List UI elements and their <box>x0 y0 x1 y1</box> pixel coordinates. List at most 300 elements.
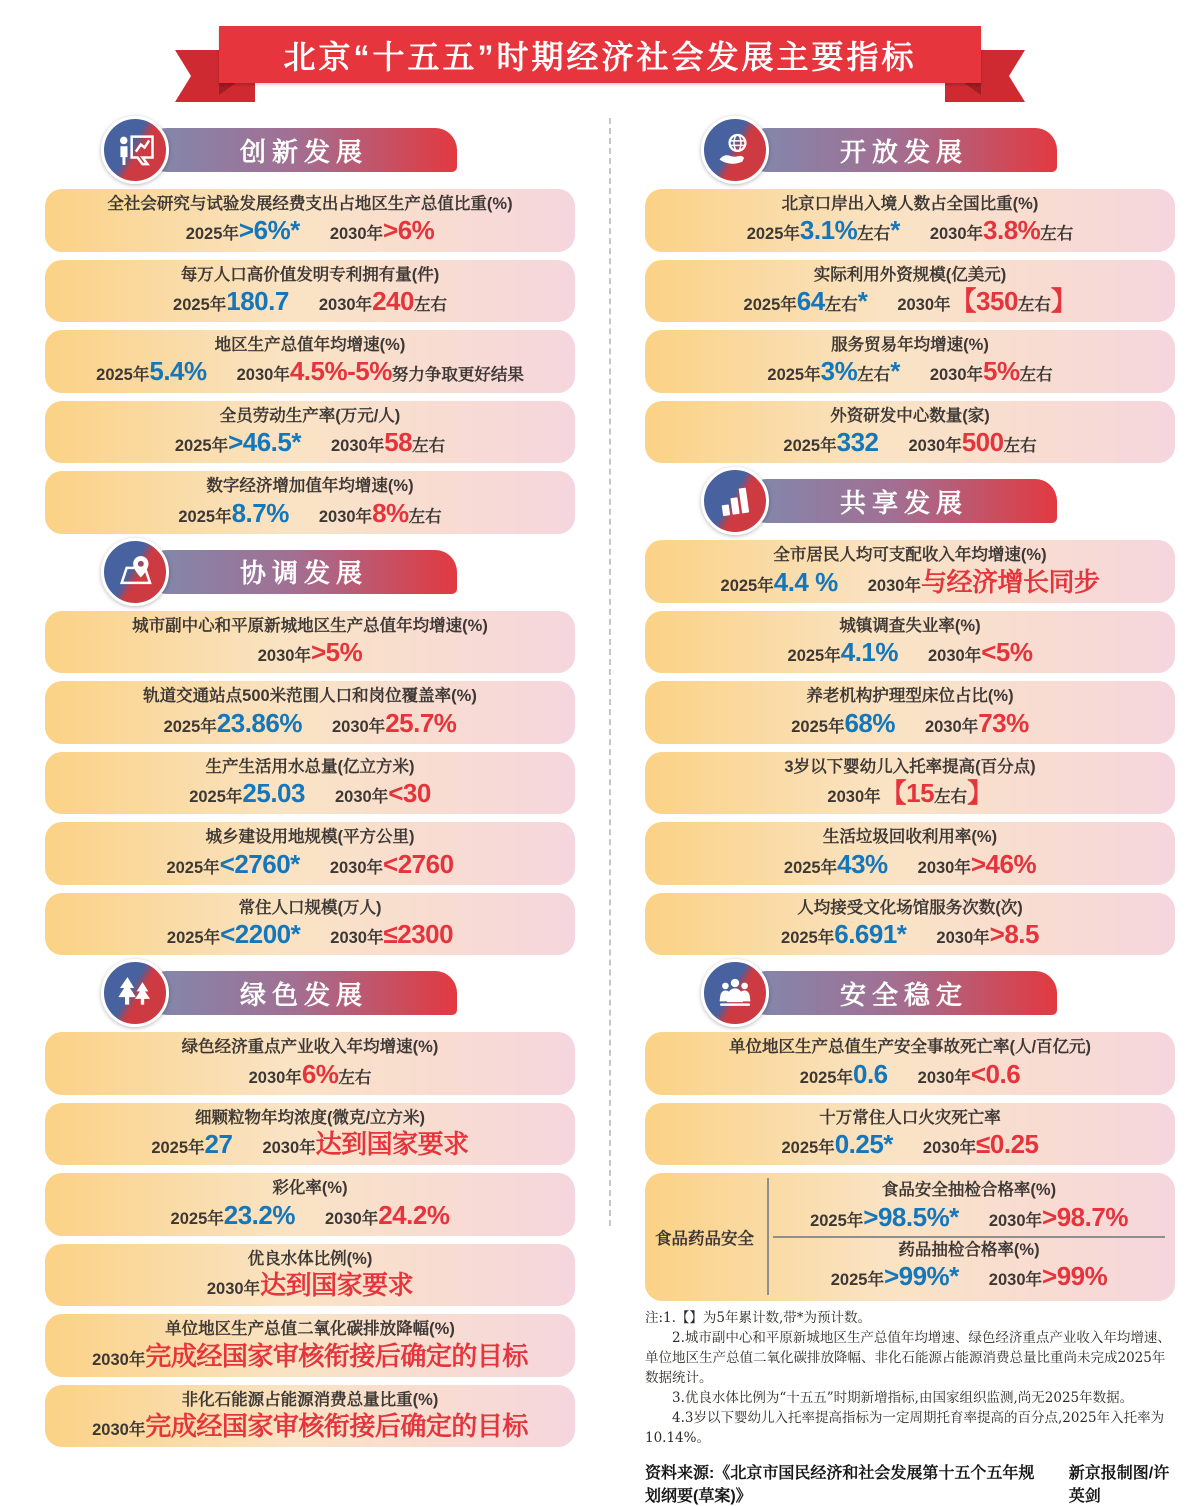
value-2030-suffix: 左右 <box>408 507 442 526</box>
indicator-card-list <box>45 189 575 534</box>
indicator-values <box>655 568 1165 596</box>
presentation-chart-icon <box>101 116 169 184</box>
indicator-label: 每万人口高价值发明专利拥有量(件) <box>180 265 440 284</box>
value-2030: 【350 <box>950 285 1018 316</box>
value-2030: 58 <box>384 426 413 457</box>
indicator-card-list <box>45 611 575 956</box>
indicator-label: 全社会研究与试验发展经费支出占地区生产总值比重(%) <box>107 195 513 213</box>
target-2030 <box>918 850 1036 878</box>
year-2030-prefix: 2030年 <box>262 1139 316 1158</box>
value-2030: 24.2% <box>378 1199 450 1230</box>
value-2025-asterisk: * <box>857 285 868 316</box>
year-2030-prefix: 2030年 <box>908 436 962 455</box>
target-2030 <box>827 779 992 807</box>
value-2030-bracket: 】 <box>1050 285 1077 316</box>
value-2030-suffix: 左右 <box>934 788 968 807</box>
target-2030 <box>330 850 454 878</box>
indicator-label: 实际利用外资规模(亿美元) <box>813 265 1007 284</box>
value-2030: ≤0.25 <box>976 1129 1039 1160</box>
title-ribbon <box>175 26 1025 104</box>
section-innovation <box>45 120 575 534</box>
indicator-label: 城市副中心和平原新城地区生产总值年均增速(%) <box>132 616 488 635</box>
target-2030 <box>909 428 1037 456</box>
value-2030-suffix: 左右 <box>338 1068 372 1087</box>
people-group-icon <box>701 959 769 1027</box>
value-2030-suffix: 左右 <box>412 436 446 455</box>
indicator-card <box>45 1173 575 1236</box>
value-2030: 与经济增长同步 <box>920 566 1100 597</box>
indicator-card <box>645 540 1175 603</box>
indicator-card <box>45 611 575 674</box>
value-2025: 25.03 <box>242 778 305 809</box>
target-2025 <box>167 920 300 948</box>
indicator-values <box>55 428 565 456</box>
year-2025-prefix: 2025年 <box>163 717 217 736</box>
indicator-card <box>45 1385 575 1448</box>
year-2030-prefix: 2030年 <box>329 225 384 244</box>
food-safety-row <box>773 1178 1165 1238</box>
value-2030: 完成经国家审核衔接后确定的目标 <box>145 1340 528 1371</box>
year-2025-prefix: 2025年 <box>170 1209 224 1228</box>
year-2025-prefix: 2025年 <box>96 366 150 385</box>
year-2030-prefix: 2030年 <box>827 788 881 807</box>
section-header-openness <box>645 120 1175 180</box>
year-2030-prefix: 2030年 <box>325 1209 379 1228</box>
indicator-label: 人均接受文化场馆服务次数(次) <box>797 898 1023 917</box>
year-2030-prefix: 2030年 <box>922 1139 977 1158</box>
target-2030 <box>918 1060 1021 1088</box>
year-2025-prefix: 2025年 <box>781 1139 835 1158</box>
indicator-values <box>55 709 565 737</box>
indicator-values <box>655 287 1165 315</box>
value-2030: <0.6 <box>970 1058 1021 1089</box>
indicator-card <box>645 330 1175 393</box>
target-2030 <box>332 709 456 737</box>
hand-globe-icon <box>701 116 769 184</box>
indicator-values <box>773 1262 1165 1290</box>
food-drug-safety-card <box>645 1173 1175 1301</box>
target-2030 <box>331 428 445 456</box>
target-2030: 2030年>99% <box>988 1261 1108 1292</box>
indicator-card <box>45 1032 575 1095</box>
footnote-3: 3.优良水体比例为“十五五”时期新增指标,由国家组织监测,尚无2025年数据。 <box>672 1390 1134 1407</box>
value-2025: 0.25* <box>834 1129 893 1160</box>
year-2030-prefix: 2030年 <box>318 507 373 526</box>
value-2030: 25.7% <box>385 707 457 738</box>
target-2030 <box>319 287 447 315</box>
indicator-values <box>655 216 1165 244</box>
target-2030 <box>237 357 524 385</box>
year-2030-prefix: 2030年 <box>206 1280 261 1299</box>
year-2025-prefix: 2025年 <box>799 1068 853 1087</box>
right-column <box>645 118 1175 1506</box>
indicator-values <box>55 1412 565 1440</box>
page-title: 北京“十五五”时期经济社会发展主要指标 <box>283 38 917 75</box>
target-2030 <box>868 568 1100 596</box>
target-2030 <box>930 216 1073 244</box>
indicator-card <box>645 401 1175 464</box>
target-2030 <box>249 1060 372 1088</box>
indicator-values <box>55 779 565 807</box>
target-2025 <box>800 1060 888 1088</box>
indicator-label: 生产生活用水总量(亿立方米) <box>205 757 415 776</box>
value-2030: 达到国家要求 <box>260 1270 414 1301</box>
value-2025: 3.1% <box>799 215 858 246</box>
indicator-label: 十万常住人口火灾死亡率 <box>819 1108 1001 1127</box>
indicator-label: 地区生产总值年均增速(%) <box>214 336 406 355</box>
split-card-side-label: 食品药品安全 <box>655 1229 754 1248</box>
indicator-values <box>55 1130 565 1158</box>
indicator-card <box>45 471 575 534</box>
year-2025-prefix: 2025年 <box>189 788 243 807</box>
value-2030: 【15 <box>880 778 935 809</box>
indicator-values <box>55 216 565 244</box>
indicator-values <box>655 1130 1165 1158</box>
target-2025 <box>96 357 206 385</box>
indicator-card <box>45 752 575 815</box>
value-2030: 500 <box>961 426 1004 457</box>
section-title: 协调发展 <box>239 558 368 589</box>
target-2025 <box>784 850 888 878</box>
value-2030: 3.8% <box>983 215 1041 246</box>
value-2025: 4.1% <box>840 637 898 668</box>
year-2030-prefix: 2030年 <box>330 929 384 948</box>
year-2030-prefix: 2030年 <box>867 576 921 595</box>
target-2025 <box>744 287 868 315</box>
target-2025 <box>783 428 878 456</box>
indicator-label: 绿色经济重点产业收入年均增速(%) <box>181 1038 439 1057</box>
indicator-card <box>45 330 575 393</box>
value-2030: 8% <box>372 497 409 528</box>
year-2030-prefix: 2030年 <box>929 366 984 385</box>
section-header-innovation <box>45 120 575 180</box>
value-2025: 332 <box>836 426 879 457</box>
indicator-label: 食品安全抽检合格率(%) <box>881 1181 1057 1200</box>
indicator-label: 城乡建设用地规模(平方公里) <box>205 828 415 847</box>
value-2025-suffix: 左右 <box>857 366 891 385</box>
indicator-values <box>55 287 565 315</box>
indicator-card-list <box>645 1032 1175 1165</box>
column-spacer <box>575 118 645 1506</box>
value-2025: 27 <box>204 1129 233 1160</box>
indicator-values <box>55 499 565 527</box>
year-2030-prefix: 2030年 <box>936 929 990 948</box>
indicator-values <box>55 1201 565 1229</box>
value-2025: 5.4% <box>149 356 207 387</box>
value-2030: 达到国家要求 <box>315 1129 469 1160</box>
indicator-card-list <box>45 1032 575 1447</box>
target-2030 <box>92 1412 528 1440</box>
indicator-values <box>55 1271 565 1299</box>
value-2030: 240 <box>372 285 414 316</box>
year-2030-prefix: 2030年 <box>897 295 951 314</box>
split-card-body <box>767 1178 1165 1295</box>
value-2025-asterisk: * <box>890 356 900 387</box>
value-2025: 68% <box>844 707 895 738</box>
indicator-label: 全员劳动生产率(万元/人) <box>219 406 401 425</box>
content-columns <box>0 118 1200 1506</box>
indicator-card <box>45 189 575 252</box>
value-2030-suffix: 左右 <box>1019 366 1053 385</box>
value-2030: >8.5 <box>989 919 1039 950</box>
year-2025-prefix: 2025年 <box>166 858 220 877</box>
value-2030: >6% <box>383 215 435 246</box>
section-title: 创新发展 <box>239 136 368 167</box>
year-2025-prefix: 2025年 <box>174 436 229 455</box>
indicator-card <box>45 401 575 464</box>
indicator-label: 生活垃圾回收利用率(%) <box>822 828 998 847</box>
indicator-label: 城镇调查失业率(%) <box>839 616 981 635</box>
value-2030: >5% <box>310 637 363 668</box>
target-2030 <box>92 1342 528 1370</box>
section-title: 共享发展 <box>839 487 968 518</box>
value-2025: 43% <box>837 848 888 879</box>
section-title-bar <box>745 971 1057 1015</box>
year-2025-prefix: 2025年 <box>791 717 845 736</box>
section-title-bar <box>745 128 1057 172</box>
section-sharing <box>645 471 1175 955</box>
footnotes <box>645 1309 1175 1449</box>
indicator-label: 3岁以下婴幼儿入托率提高(百分点) <box>784 757 1036 776</box>
value-2025: 180.7 <box>226 285 289 316</box>
value-2025-suffix: 左右 <box>857 225 891 244</box>
indicator-values <box>55 850 565 878</box>
value-2025: 4.4 % <box>773 566 838 597</box>
value-2030: 73% <box>978 707 1029 738</box>
section-header-safety <box>645 963 1175 1023</box>
year-2025-prefix: 2025年 <box>743 295 797 314</box>
value-2030: <2760 <box>383 848 454 879</box>
target-2025 <box>781 920 906 948</box>
year-2025-prefix: 2025年 <box>151 1139 205 1158</box>
target-2030 <box>936 920 1039 948</box>
target-2025 <box>166 850 299 878</box>
left-column <box>45 118 575 1506</box>
value-2030: <30 <box>388 778 431 809</box>
indicator-values <box>655 920 1165 948</box>
ribbon-fold-left <box>219 82 237 95</box>
year-2030-prefix: 2030年 <box>248 1068 302 1087</box>
indicator-card <box>45 1103 575 1166</box>
indicator-values <box>655 638 1165 666</box>
source-line <box>645 1460 1175 1506</box>
section-safety <box>645 963 1175 1301</box>
year-2025-prefix: 2025年 <box>720 576 774 595</box>
indicator-card <box>645 681 1175 744</box>
target-2025 <box>173 287 289 315</box>
indicator-values <box>55 920 565 948</box>
value-2030: >46% <box>970 848 1037 879</box>
indicator-label: 外资研发中心数量(家) <box>830 406 990 425</box>
target-2030 <box>207 1271 413 1299</box>
target-2030 <box>262 1130 468 1158</box>
value-2030: 完成经国家审核衔接后确定的目标 <box>145 1411 528 1442</box>
target-2025 <box>178 499 288 527</box>
value-2025: 23.86% <box>216 707 302 738</box>
indicator-card <box>645 611 1175 674</box>
drug-safety-row <box>773 1238 1165 1296</box>
indicator-card <box>645 1032 1175 1095</box>
target-2025 <box>175 428 301 456</box>
indicator-card <box>645 189 1175 252</box>
year-2030-prefix: 2030年 <box>318 295 373 314</box>
section-title-bar <box>145 971 457 1015</box>
indicator-label: 轨道交通站点500米范围人口和岗位覆盖率(%) <box>143 687 477 706</box>
value-2030: 4.5%-5% <box>289 356 392 387</box>
indicator-values <box>655 357 1165 385</box>
indicator-values <box>55 1342 565 1370</box>
section-title: 开放发展 <box>839 136 968 167</box>
value-2030: ≤2300 <box>383 919 454 950</box>
indicator-label: 单位地区生产总值二氧化碳排放降幅(%) <box>165 1320 455 1339</box>
year-2030-prefix: 2030年 <box>925 717 979 736</box>
target-2025: 2025年>99%* <box>830 1261 959 1292</box>
target-2025 <box>164 709 302 737</box>
target-2030 <box>923 1130 1039 1158</box>
year-2030-prefix: 2030年 <box>331 717 386 736</box>
target-2025 <box>781 1130 892 1158</box>
target-2025 <box>189 779 305 807</box>
value-2025: 6.691* <box>834 919 907 950</box>
indicator-label: 彩化率(%) <box>272 1179 348 1198</box>
indicator-card <box>645 822 1175 885</box>
section-title: 绿色发展 <box>239 979 368 1010</box>
section-title: 安全稳定 <box>839 979 968 1010</box>
growth-bars-icon <box>701 467 769 535</box>
target-2030: 2030年>98.7% <box>988 1201 1128 1232</box>
indicator-label: 细颗粒物年均浓度(微克/立方米) <box>194 1108 426 1127</box>
indicator-values <box>655 1060 1165 1088</box>
indicator-values <box>55 1060 565 1088</box>
indicator-card <box>45 893 575 956</box>
ribbon-band <box>219 26 981 83</box>
section-header-coordination <box>45 542 575 602</box>
target-2025 <box>171 1201 295 1229</box>
indicator-values <box>773 1203 1165 1231</box>
target-2025 <box>747 216 900 244</box>
indicator-values <box>55 638 565 666</box>
indicator-values <box>655 709 1165 737</box>
section-title-bar <box>745 479 1057 523</box>
indicator-label: 服务贸易年均增速(%) <box>831 336 989 355</box>
indicator-card <box>45 681 575 744</box>
indicator-label: 单位地区生产总值生产安全事故死亡率(人/百亿元) <box>728 1038 1092 1057</box>
value-2025-asterisk: * <box>890 215 900 246</box>
indicator-card <box>45 822 575 885</box>
section-header-sharing <box>645 471 1175 531</box>
indicator-label: 药品抽检合格率(%) <box>898 1240 1040 1259</box>
year-2030-prefix: 2030年 <box>334 788 389 807</box>
section-title-bar <box>145 128 457 172</box>
indicator-label: 北京口岸出入境人数占全国比重(%) <box>781 195 1039 213</box>
year-2025-prefix: 2025年 <box>178 507 232 526</box>
indicator-label: 养老机构护理型床位占比(%) <box>806 687 1014 706</box>
year-2030-prefix: 2030年 <box>257 647 311 666</box>
year-2030-prefix: 2030年 <box>92 1350 146 1369</box>
year-2025-prefix: 2025年 <box>185 225 239 244</box>
value-2030-suffix: 左右 <box>1003 436 1037 455</box>
value-2025-suffix: 左右 <box>824 295 858 314</box>
value-2025: 8.7% <box>231 497 289 528</box>
year-2030-prefix: 2030年 <box>329 858 384 877</box>
value-2025: 3% <box>820 356 858 387</box>
source-text: 资料来源:《北京市国民经济和社会发展第十五个五年规划纲要(草案)》 <box>645 1465 1035 1505</box>
value-2030: <5% <box>981 637 1033 668</box>
target-2025 <box>767 357 899 385</box>
target-2030 <box>335 779 431 807</box>
indicator-values <box>655 428 1165 456</box>
year-2025-prefix: 2025年 <box>166 929 221 948</box>
target-2030 <box>330 216 434 244</box>
indicator-card <box>45 1314 575 1377</box>
indicator-card-list <box>645 540 1175 955</box>
ribbon-fold-right <box>963 82 981 95</box>
target-2030 <box>925 709 1029 737</box>
value-2030: 6% <box>301 1058 339 1089</box>
year-2025-prefix: 2025年 <box>767 366 821 385</box>
section-header-green <box>45 963 575 1023</box>
target-2030 <box>897 287 1076 315</box>
year-2030-prefix: 2030年 <box>330 436 385 455</box>
indicator-values <box>655 850 1165 878</box>
indicator-label: 全市居民人均可支配收入年均增速(%) <box>773 546 1047 565</box>
year-2025-prefix: 2025年 <box>781 929 835 948</box>
year-2025-prefix: 2025年 <box>783 858 838 877</box>
year-2030-prefix: 2030年 <box>917 858 971 877</box>
footnote-4: 4.3岁以下婴幼儿入托率提高指标为一定周期托育率提高的百分点,2025年入托率为10.14%。 <box>645 1410 1165 1447</box>
indicator-label: 非化石能源占能源消费总量比重(%) <box>181 1390 439 1409</box>
value-2030-suffix: 左右 <box>1040 225 1074 244</box>
value-2025: >46.5* <box>228 426 301 457</box>
section-green <box>45 963 575 1447</box>
target-2030 <box>325 1201 449 1229</box>
target-2025 <box>791 709 895 737</box>
dashed-divider <box>609 118 611 1226</box>
target-2025 <box>721 568 838 596</box>
target-2030 <box>330 920 453 948</box>
indicator-label: 优良水体比例(%) <box>247 1249 373 1268</box>
indicator-card <box>645 1103 1175 1166</box>
indicator-card <box>645 260 1175 323</box>
indicator-values <box>55 357 565 385</box>
value-2030-bracket: 】 <box>967 778 993 809</box>
footnote-1: 注:1.【】为5年累计数,带*为预计数。 <box>645 1310 872 1327</box>
target-2025 <box>788 638 898 666</box>
value-2030-suffix: 左右 <box>413 295 447 314</box>
indicator-card <box>45 260 575 323</box>
indicator-card <box>645 893 1175 956</box>
value-2030: 5% <box>983 356 1020 387</box>
target-2025 <box>186 216 300 244</box>
year-2025-prefix: 2025年 <box>787 647 841 666</box>
indicator-card <box>645 752 1175 815</box>
indicator-card <box>45 1244 575 1307</box>
target-2025: 2025年>98.5%* <box>810 1201 959 1232</box>
credit-text: 新京报制图/许英剑 <box>1068 1465 1170 1505</box>
target-2030 <box>258 638 362 666</box>
value-2025: 64 <box>796 285 825 316</box>
year-2030-prefix: 2030年 <box>236 366 290 385</box>
target-2025 <box>151 1130 232 1158</box>
value-2025: <2200* <box>220 919 301 950</box>
year-2030-prefix: 2030年 <box>928 647 982 666</box>
year-2025-prefix: 2025年 <box>783 436 837 455</box>
pine-trees-icon <box>101 959 169 1027</box>
indicator-label: 常住人口规模(万人) <box>238 898 382 917</box>
value-2025: 23.2% <box>223 1199 295 1230</box>
footnote-2: 2.城市副中心和平原新城地区生产总值年均增速、绿色经济重点产业收入年均增速、单位地区生产总值二氧化碳排放降幅、非化石能源占能源消费总量比重尚未完成2025年数据统计。 <box>645 1330 1171 1387</box>
value-2030-suffix: 左右 <box>1017 295 1051 314</box>
